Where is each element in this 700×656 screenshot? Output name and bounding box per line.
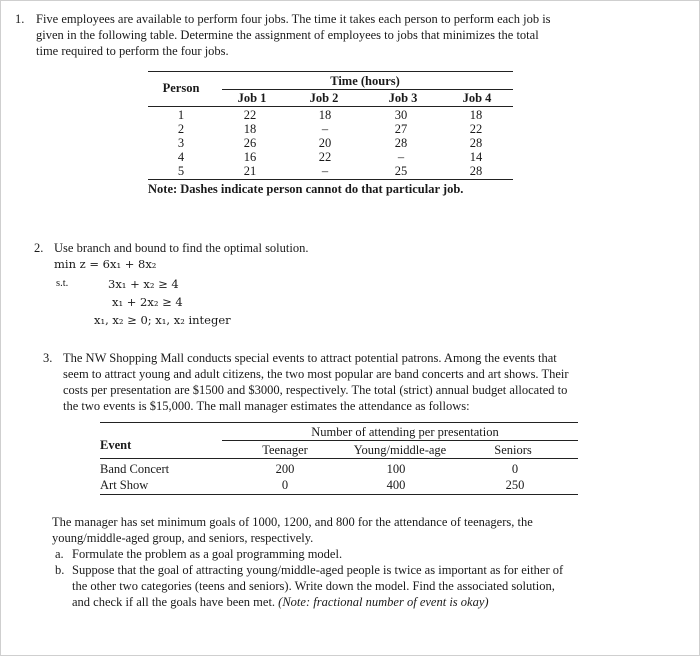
- table-cell: 200: [275, 462, 295, 476]
- column-header: Teenager: [262, 443, 308, 457]
- part-b-note: (Note: fractional number of event is okay): [278, 595, 489, 609]
- question-number: 2.: [34, 241, 44, 255]
- subject-to-label: s.t.: [56, 278, 69, 289]
- table-cell: 16: [243, 150, 257, 164]
- question-number: 3.: [43, 351, 53, 365]
- question-text-line: Five employees are available to perform four jobs. The time it takes each person to perform each job is: [36, 12, 551, 26]
- objective-function: min z = 6x₁ + 8x₂: [54, 257, 157, 271]
- group-header-rule: [222, 440, 578, 441]
- part-label: a.: [55, 547, 64, 561]
- question-text-line: young/middle-aged group, and seniors, respectively.: [52, 531, 314, 545]
- part-b-text: the other two categories (teens and seniors). Write down the model. Find the associated solution,: [72, 579, 555, 593]
- column-header: Seniors: [494, 443, 532, 457]
- table-cell: 18: [469, 108, 483, 122]
- table-cell: 0: [511, 462, 519, 476]
- table-cell: 100: [386, 462, 406, 476]
- table-cell: 27: [394, 122, 408, 136]
- table-cell: 20: [318, 136, 332, 150]
- question-text-line: given in the following table. Determine the assignment of employees to jobs that minimizes the total: [36, 28, 539, 42]
- table-cell: 250: [505, 478, 525, 492]
- event-header: Event: [100, 438, 132, 452]
- part-label: b.: [55, 563, 65, 577]
- column-header: Young/middle-age: [353, 443, 447, 457]
- job-header: Job 3: [388, 91, 418, 105]
- part-b-text: [72, 594, 489, 611]
- table-cell: 400: [386, 478, 406, 492]
- constraint: 3x₁ + x₂ ≥ 4: [108, 277, 179, 291]
- table-cell: 26: [243, 136, 257, 150]
- question-number: 1.: [15, 12, 25, 26]
- time-header: Time (hours): [330, 74, 400, 88]
- table-cell: 0: [281, 478, 289, 492]
- question-text-line: the two events is $15,000. The mall manager estimates the attendance as follows:: [63, 399, 470, 413]
- constraint: x₁, x₂ ≥ 0; x₁, x₂ integer: [94, 313, 231, 327]
- job-header: Job 4: [462, 91, 492, 105]
- table-cell: –: [321, 164, 329, 178]
- table-cell: 25: [394, 164, 408, 178]
- table-cell: 28: [394, 136, 408, 150]
- table-cell: 30: [394, 108, 408, 122]
- table-cell: 28: [469, 164, 483, 178]
- job-header: Job 2: [309, 91, 339, 105]
- person-header: Person: [162, 81, 200, 95]
- table-top-rule: [100, 422, 578, 423]
- question-text-line: Use branch and bound to find the optimal solution.: [54, 241, 309, 255]
- question-text-line: costs per presentation are $1500 and $3000, respectively. The total (strict) annual budget allocated to: [63, 383, 568, 397]
- table-cell: 2: [177, 122, 185, 136]
- table-top-rule: [148, 71, 513, 72]
- part-b-text-plain: and check if all the goals have been met.: [72, 595, 279, 609]
- table-cell: Band Concert: [100, 462, 170, 476]
- table-cell: 22: [469, 122, 483, 136]
- table-bottom-rule: [100, 494, 578, 495]
- table-cell: 18: [243, 122, 257, 136]
- table-note: Note: Dashes indicate person cannot do that particular job.: [148, 182, 464, 196]
- question-text-line: seem to attract young and adult citizens, the two most popular are band concerts and art shows. Their: [63, 367, 569, 381]
- question-text-line: The manager has set minimum goals of 1000, 1200, and 800 for the attendance of teenagers, the: [52, 515, 533, 529]
- table-cell: 5: [177, 164, 185, 178]
- constraint: x₁ + 2x₂ ≥ 4: [112, 295, 183, 309]
- table-cell: –: [321, 122, 329, 136]
- table-cell: –: [397, 150, 405, 164]
- table-header-rule: [100, 458, 578, 459]
- part-a-text: Formulate the problem as a goal programming model.: [72, 547, 343, 561]
- table-cell: 28: [469, 136, 483, 150]
- table-cell: 21: [243, 164, 257, 178]
- question-text-line: The NW Shopping Mall conducts special events to attract potential patrons. Among the events that: [63, 351, 557, 365]
- part-b-text: Suppose that the goal of attracting young/middle-aged people is twice as important as for either of: [72, 563, 564, 577]
- table-cell: 1: [177, 108, 185, 122]
- question-text-line: time required to perform the four jobs.: [36, 44, 229, 58]
- table-cell: 22: [243, 108, 257, 122]
- table-cell: 22: [318, 150, 332, 164]
- table-cell: 3: [177, 136, 185, 150]
- table-cell: 14: [469, 150, 483, 164]
- table-cell: 18: [318, 108, 332, 122]
- job-header: Job 1: [237, 91, 267, 105]
- group-header: Number of attending per presentation: [311, 425, 499, 439]
- table-bottom-rule: [148, 179, 513, 180]
- table-cell: 4: [177, 150, 185, 164]
- table-cell: Art Show: [100, 478, 149, 492]
